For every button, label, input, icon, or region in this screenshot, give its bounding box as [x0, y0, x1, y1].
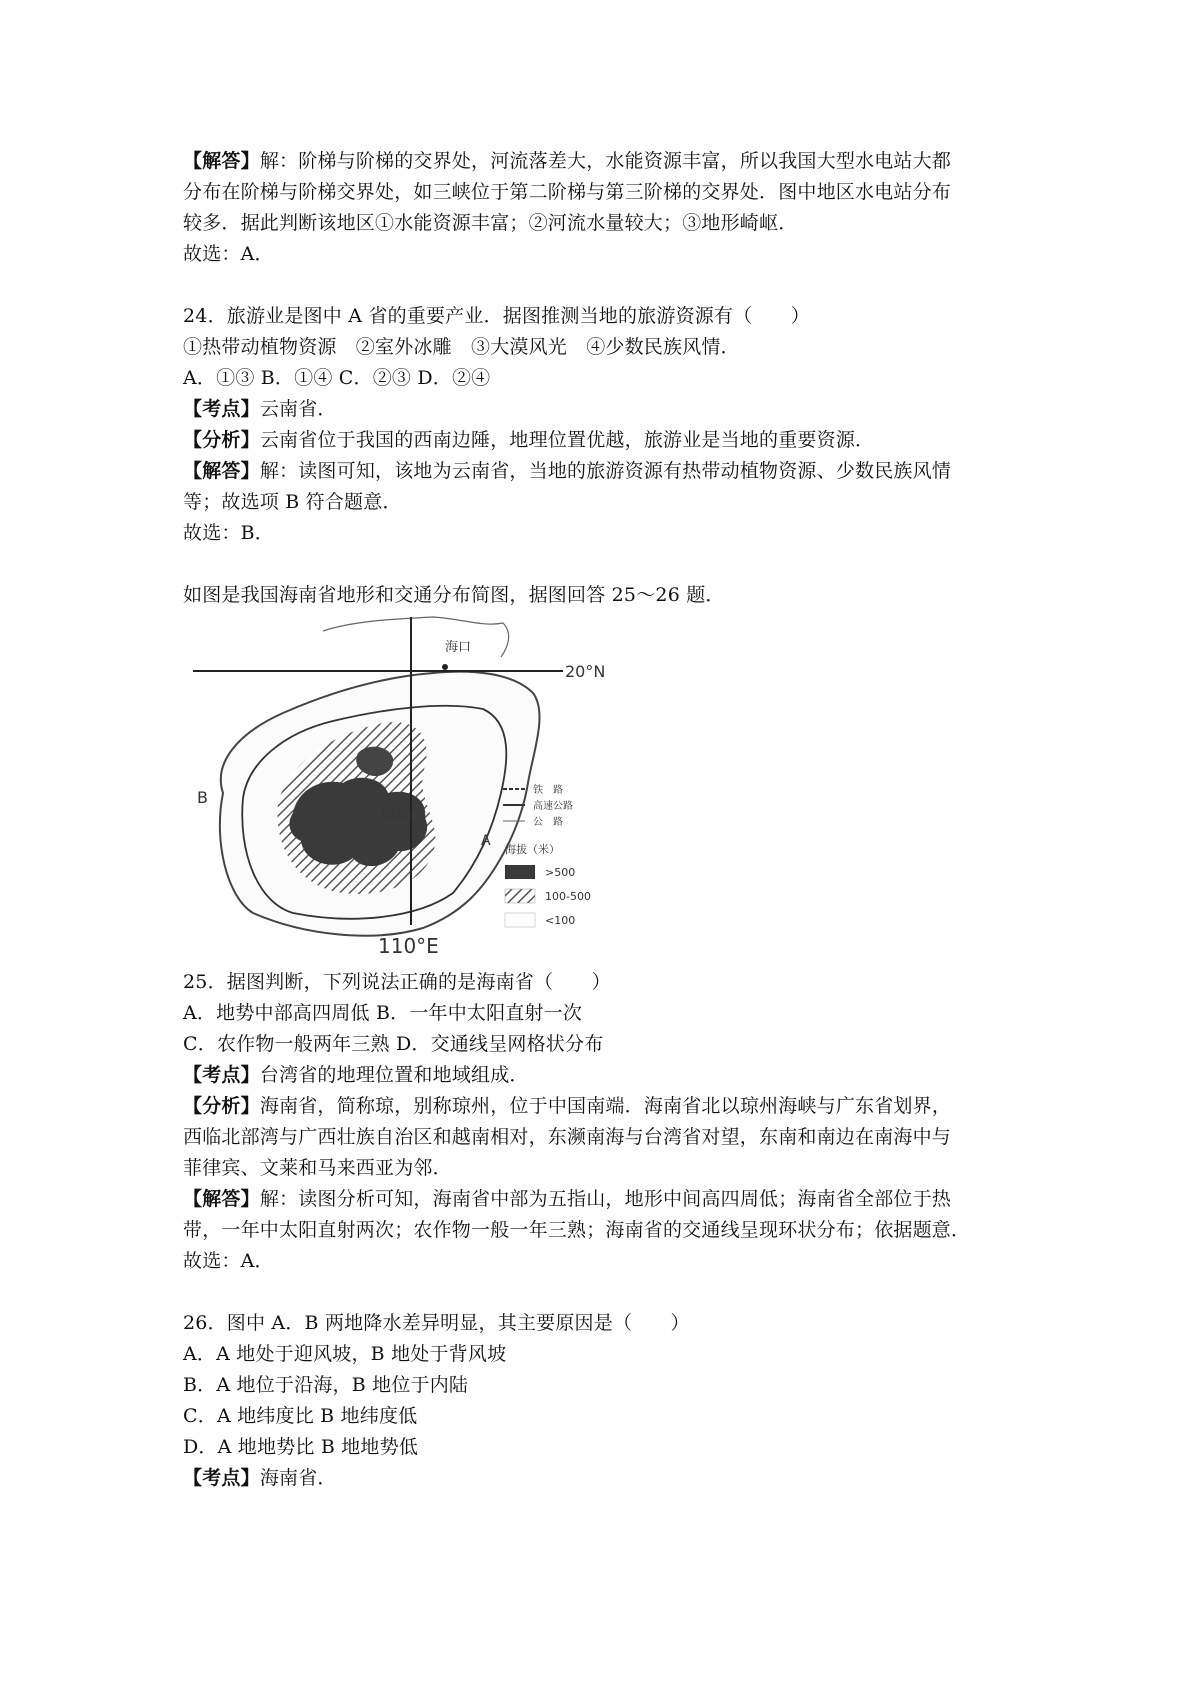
text-line-q25	[183, 967, 1043, 998]
line-text: 云南省位于我国的西南边陲，地理位置优越，旅游业是当地的重要资源．	[259, 429, 875, 451]
text-line-k24	[183, 394, 1043, 425]
line-text: C．A 地纬度比 B 地纬度低	[183, 1405, 418, 1427]
text-line-q24-opts	[183, 363, 1043, 394]
line-text: 故选：B．	[183, 522, 274, 544]
text-line-j25-2	[183, 1215, 1043, 1246]
line-text: 较多．据此判断该地区①水能资源丰富；②河流水量较大；③地形崎岖．	[183, 212, 798, 234]
text-line-f25-3	[183, 1153, 1043, 1184]
text-line-j24-2	[183, 487, 1043, 518]
svg-text:>500: >500	[545, 866, 576, 879]
text-line-q25-ab	[183, 998, 1043, 1029]
line-text: 24．旅游业是图中 A 省的重要产业．据图推测当地的旅游资源有（ ）	[183, 305, 810, 327]
text-line-c25	[183, 1246, 1043, 1277]
text-line-k25	[183, 1060, 1043, 1091]
section-marker: 【解答】	[183, 150, 260, 172]
map-legend	[503, 783, 591, 927]
map-label-haikou: 海口	[445, 640, 472, 655]
line-text: 带，一年中太阳直射两次；农作物一般一年三熟；海南省的交通线呈现环状分布；依据题意．	[183, 1219, 971, 1241]
text-line-a23-1	[183, 146, 1043, 177]
line-text: B．A 地位于沿海，B 地位于内陆	[183, 1374, 469, 1396]
line-text: D．A 地地势比 B 地地势低	[183, 1436, 419, 1458]
text-line-q24-items	[183, 332, 1043, 363]
map-label-point-a: A	[481, 833, 491, 849]
line-text: 如图是我国海南省地形和交通分布简图，据图回答 25～26 题．	[183, 584, 725, 606]
line-text: 分布在阶梯与阶梯交界处，如三峡位于第二阶梯与第三阶梯的交界处．图中地区水电站分布	[183, 181, 952, 203]
line-text: 故选：A．	[183, 1250, 274, 1272]
text-line-q26-d	[183, 1432, 1043, 1463]
text-line-a23-2	[183, 177, 1043, 208]
text-line-q26-a	[183, 1339, 1043, 1370]
line-text: 云南省．	[259, 398, 337, 420]
svg-text:公 路: 公 路	[533, 817, 563, 828]
svg-text:<100: <100	[545, 914, 576, 927]
text-line-q24	[183, 301, 1043, 332]
line-text: 台湾省的地理位置和地域组成．	[259, 1064, 529, 1086]
section-marker: 【分析】	[183, 429, 260, 451]
section-marker: 【解答】	[183, 1188, 260, 1210]
text-line-q26-c	[183, 1401, 1043, 1432]
svg-text:高速公路: 高速公路	[533, 801, 573, 812]
line-text: A．A 地处于迎风坡，B 地处于背风坡	[183, 1343, 507, 1365]
map-label-point-b: B	[197, 788, 208, 807]
section-marker: 【考点】	[183, 1064, 260, 1086]
text-line-q25-cd	[183, 1029, 1043, 1060]
line-text: 解：读图可知，该地为云南省，当地的旅游资源有热带动植物资源、少数民族风情	[259, 460, 952, 482]
text-line-a23-4	[183, 239, 1043, 270]
line-text: C．农作物一般两年三熟 D．交通线呈网格状分布	[183, 1033, 604, 1055]
text-line-j25-1	[183, 1184, 1043, 1215]
line-text: 海南省．	[259, 1467, 337, 1489]
hainan-map	[183, 613, 643, 963]
line-text: 26．图中 A．B 两地降水差异明显，其主要原因是（ ）	[183, 1312, 690, 1334]
hainan-map-figure	[183, 613, 643, 963]
section-marker: 【分析】	[183, 1095, 260, 1117]
svg-text:100-500: 100-500	[545, 890, 591, 903]
section-marker: 【考点】	[183, 398, 260, 420]
line-text: 海南省，简称琼，别称琼州，位于中国南端．海南省北以琼州海峡与广东省划界，	[259, 1095, 952, 1117]
document-page	[183, 146, 1043, 1494]
line-text: 菲律宾、文莱和马来西亚为邻．	[183, 1157, 452, 1179]
svg-text:铁 路: 铁 路	[533, 785, 563, 796]
text-line-q26-b	[183, 1370, 1043, 1401]
section-marker: 【考点】	[183, 1467, 260, 1489]
line-text: A．地势中部高四周低 B．一年中太阳直射一次	[183, 1002, 583, 1024]
line-text: 西临北部湾与广西壮族自治区和越南相对，东濒南海与台湾省对望，东南和南边在南海中与	[183, 1126, 952, 1148]
blank-line	[183, 549, 1043, 580]
blank-line	[183, 1277, 1043, 1308]
text-line-a23-3	[183, 208, 1043, 239]
line-text: A．①③ B．①④ C．②③ D．②④	[183, 367, 491, 389]
text-line-c24	[183, 518, 1043, 549]
map-label-lat: 20°N	[565, 662, 606, 681]
line-text: 解：读图分析可知，海南省中部为五指山，地形中间高四周低；海南省全部位于热	[259, 1188, 952, 1210]
text-line-j24-1	[183, 456, 1043, 487]
blank-line	[183, 270, 1043, 301]
text-line-k26	[183, 1463, 1043, 1494]
line-text: 解：阶梯与阶梯的交界处，河流落差大，水能资源丰富，所以我国大型水电站大都	[259, 150, 952, 172]
map-label-peak: 五指山	[379, 808, 412, 821]
section-marker: 【解答】	[183, 460, 260, 482]
line-text: 故选：A．	[183, 243, 274, 265]
map-label-lon: 110°E	[378, 934, 439, 958]
text-line-f24	[183, 425, 1043, 456]
text-line-f25-2	[183, 1122, 1043, 1153]
text-line-q26	[183, 1308, 1043, 1339]
line-text: ①热带动植物资源 ②室外冰雕 ③大漠风光 ④少数民族风情．	[183, 336, 740, 358]
text-line-f25-1	[183, 1091, 1043, 1122]
line-text: 等；故选项 B 符合题意．	[183, 491, 402, 513]
text-line-intro	[183, 580, 1043, 611]
line-text: 25．据图判断，下列说法正确的是海南省（ ）	[183, 971, 611, 993]
svg-text:海拔（米）: 海拔（米）	[505, 843, 560, 856]
